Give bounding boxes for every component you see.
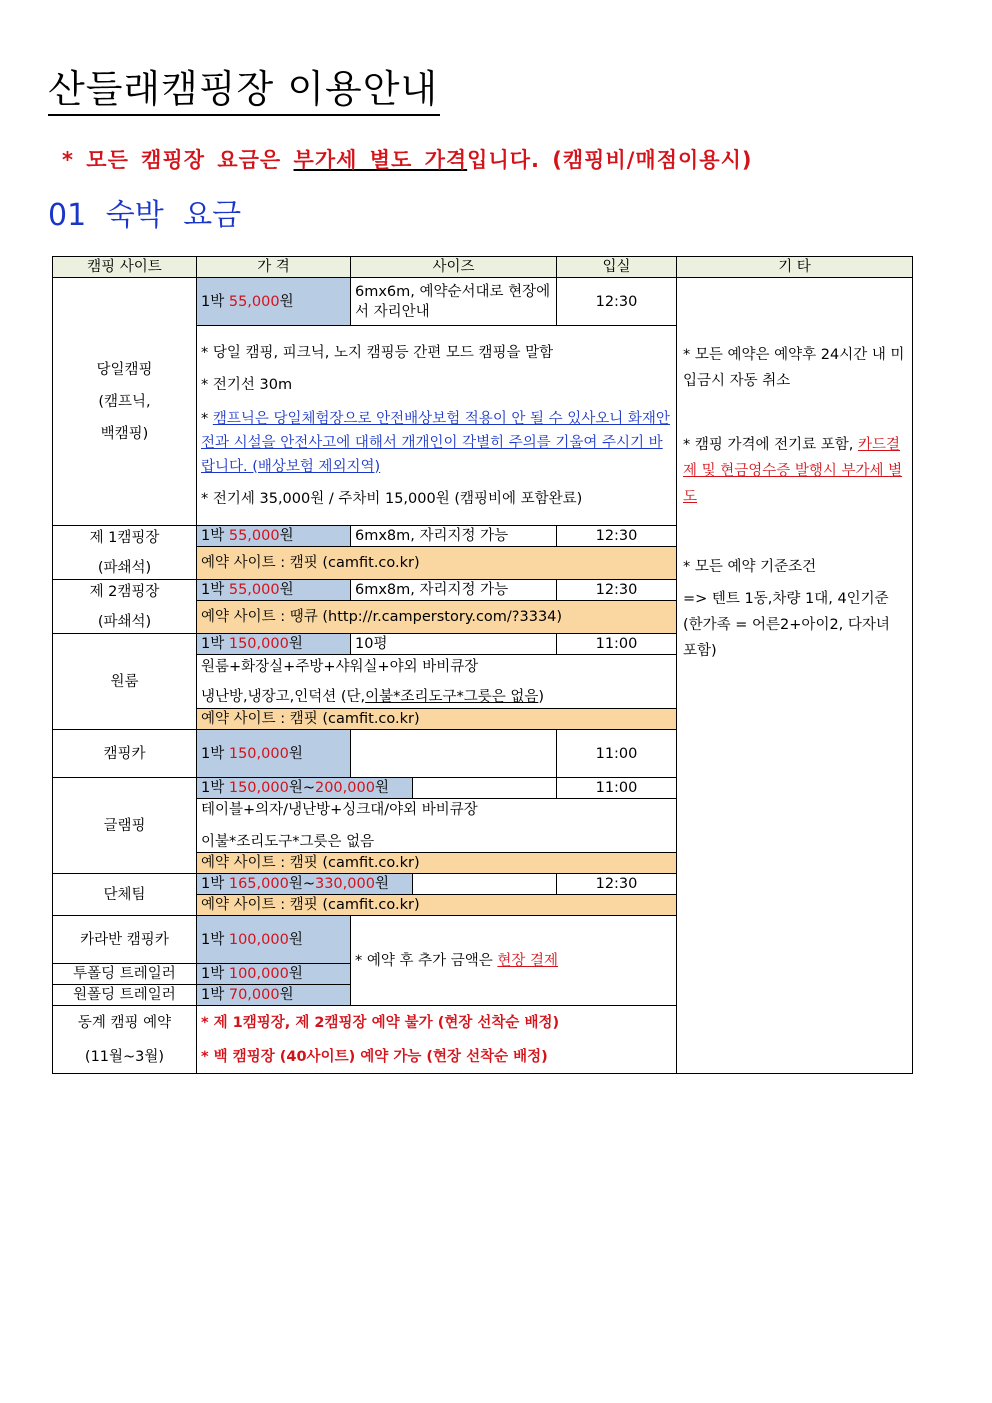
etc-notes: * 모든 예약은 예약후 24시간 내 미입금시 자동 취소 * 캠핑 가격에 전기료 포함, 카드결제 및 현금영수증 발행시 부가세 별도 * 모든 예약 기준조건 => 텐트 1동,차량 1대, 4인기준 (한가족 = 어른2+아이2, 다자녀 포함) xyxy=(677,278,913,1074)
checkin-oneroom: 11:00 xyxy=(557,634,677,655)
site-twofold-trailer: 투폴딩 트레일러 xyxy=(53,964,197,985)
size-site-2: 6mx8m, 자리지정 가능 xyxy=(351,580,557,601)
booking-site-2: 예약 사이트 : 땡큐 (http://r.camperstory.com/?3334) xyxy=(197,601,677,634)
site-campcar: 캠핑카 xyxy=(53,730,197,778)
vat-notice: * 모든 캠핑장 요금은 부가세 별도 가격입니다. (캠핑비/매점이용시) xyxy=(62,148,753,172)
checkin-site-1: 12:30 xyxy=(557,526,677,547)
site-group: 단체팀 xyxy=(53,874,197,916)
checkin-day: 12:30 xyxy=(557,278,677,326)
size-glamping xyxy=(413,778,557,799)
site-winter: 동계 캠핑 예약 (11월~3월) xyxy=(53,1006,197,1074)
header-price: 가 격 xyxy=(197,257,351,278)
price-caravan: 1박 100,000원 xyxy=(197,916,351,964)
price-group: 1박 165,000원~330,000원 xyxy=(197,874,413,895)
header-etc: 기 타 xyxy=(677,257,913,278)
header-site: 캠핑 사이트 xyxy=(53,257,197,278)
price-site-2: 1박 55,000원 xyxy=(197,580,351,601)
site-day-camping: 당일캠핑 (캠프닉, 백캠핑) xyxy=(53,278,197,526)
price-onefold-trailer: 1박 70,000원 xyxy=(197,985,351,1006)
size-day: 6mx6m, 예약순서대로 현장에서 자리안내 xyxy=(351,278,557,326)
size-site-1: 6mx8m, 자리지정 가능 xyxy=(351,526,557,547)
site-onefold-trailer: 원폴딩 트레일러 xyxy=(53,985,197,1006)
booking-glamping: 예약 사이트 : 캠핏 (camfit.co.kr) xyxy=(197,853,677,874)
vat-notice-underline: 부가세 별도 가격 xyxy=(293,148,468,172)
price-twofold-trailer: 1박 100,000원 xyxy=(197,964,351,985)
section-heading: 01 숙박 요금 xyxy=(48,198,242,233)
checkin-group: 12:30 xyxy=(557,874,677,895)
page-title: 산들래캠핑장 이용안내 xyxy=(48,66,440,116)
size-group xyxy=(413,874,557,895)
price-day: 1박 55,000원 xyxy=(197,278,351,326)
winter-notes: * 제 1캠핑장, 제 2캠핑장 예약 불가 (현장 선착순 배정) * 백 캠핑장 (40사이트) 예약 가능 (현장 선착순 배정) xyxy=(197,1006,677,1074)
size-oneroom: 10평 xyxy=(351,634,557,655)
header-size: 사이즈 xyxy=(351,257,557,278)
day-camping-notes: * 당일 캠핑, 피크닉, 노지 캠핑등 간편 모드 캠핑을 말함 * 전기선 30m * 캠프닉은 당일체험장으로 안전배상보험 적용이 안 될 수 있사오니 화재안전과 시설을 안전사고에 대해서 개개인이 각별히 주의를 기울여 주시기 바랍니다. (배상보험 제외지역) * 전기세 35,000원 / 주차비 15,000원 (캠핑비에 포함완료) xyxy=(197,326,677,526)
booking-oneroom: 예약 사이트 : 캠핏 (camfit.co.kr) xyxy=(197,709,677,730)
booking-group: 예약 사이트 : 캠핏 (camfit.co.kr) xyxy=(197,895,677,916)
glamping-desc: 테이블+의자/냉난방+싱크대/야외 바비큐장 이불*조리도구*그릇은 없음 xyxy=(197,799,677,853)
booking-site-1: 예약 사이트 : 캠핏 (camfit.co.kr) xyxy=(197,547,677,580)
site-caravan: 카라반 캠핑카 xyxy=(53,916,197,964)
checkin-campcar: 11:00 xyxy=(557,730,677,778)
price-glamping: 1박 150,000원~200,000원 xyxy=(197,778,413,799)
site-glamping: 글램핑 xyxy=(53,778,197,874)
size-campcar xyxy=(351,730,557,778)
checkin-site-2: 12:30 xyxy=(557,580,677,601)
checkin-glamping: 11:00 xyxy=(557,778,677,799)
site-2: 제 2캠핑장 (파쇄석) xyxy=(53,580,197,634)
caravan-payment-note: * 예약 후 추가 금액은 현장 결제 xyxy=(351,916,677,1006)
oneroom-desc: 원룸+화장실+주방+샤워실+야외 바비큐장 냉난방,냉장고,인덕션 (단,이불*조리도구*그릇은 없음) xyxy=(197,655,677,709)
table-header-row xyxy=(53,257,913,278)
price-site-1: 1박 55,000원 xyxy=(197,526,351,547)
price-campcar: 1박 150,000원 xyxy=(197,730,351,778)
fee-table xyxy=(52,256,913,1074)
site-oneroom: 원룸 xyxy=(53,634,197,730)
site-1: 제 1캠핑장 (파쇄석) xyxy=(53,526,197,580)
header-checkin: 입실 xyxy=(557,257,677,278)
price-oneroom: 1박 150,000원 xyxy=(197,634,351,655)
